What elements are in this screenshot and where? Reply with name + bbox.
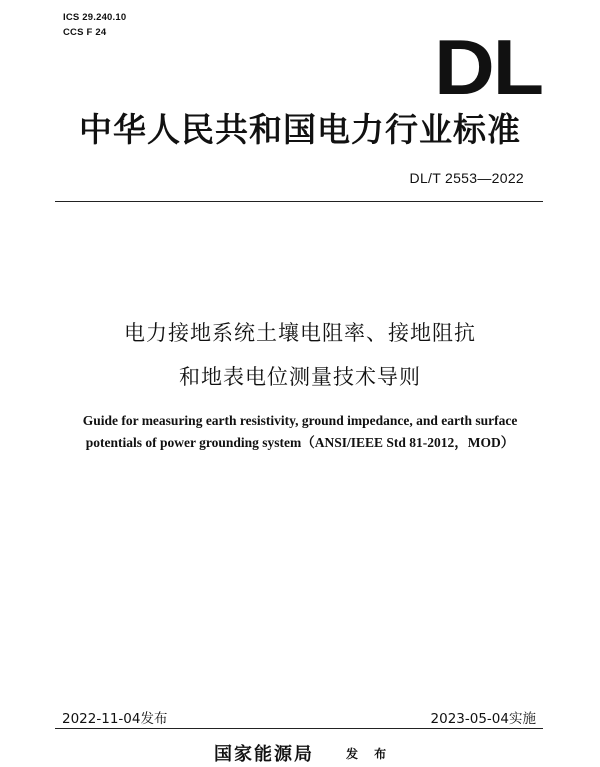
top-divider <box>55 201 543 202</box>
chinese-title-line-1: 电力接地系统土壤电阻率、接地阻抗 <box>124 321 476 345</box>
effective-date: 2023-05-04实施 <box>430 711 536 727</box>
chinese-title-line-2: 和地表电位测量技术导则 <box>179 365 421 389</box>
bottom-divider <box>55 728 543 729</box>
standard-number: DL/T 2553—2022 <box>409 170 524 186</box>
english-title-line-2: potentials of power grounding system（ANSI/IEEE Std 81-2012，MOD） <box>85 435 515 450</box>
issuing-authority: 国家能源局 <box>214 744 314 765</box>
issue-label: 发 布 <box>346 747 393 761</box>
ccs-code: CCS F 24 <box>63 27 107 38</box>
ics-code: ICS 29.240.10 <box>63 12 127 23</box>
dl-logo: DL <box>434 23 542 111</box>
industry-standard-heading: 中华人民共和国电力行业标准 <box>79 110 521 149</box>
publication-date: 2022-11-04发布 <box>62 711 168 727</box>
english-title-line-1: Guide for measuring earth resistivity, ground impedance, and earth surface <box>82 413 518 428</box>
